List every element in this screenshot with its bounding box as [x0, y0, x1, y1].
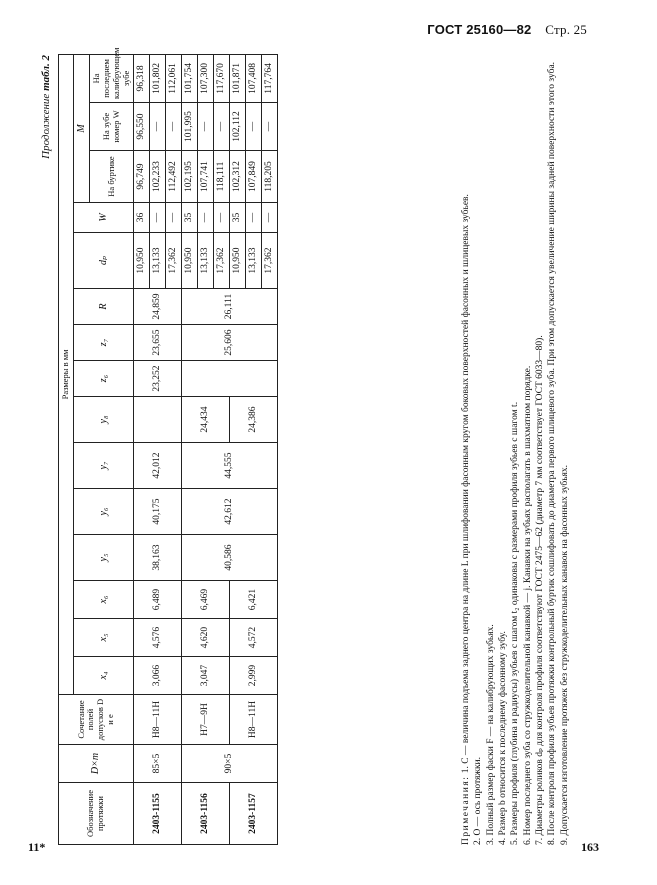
- w-cell: 35: [182, 203, 198, 233]
- dp-cell: 13,133: [198, 233, 214, 289]
- standard-title: ГОСТ 25160—82: [427, 22, 532, 37]
- dp-cell: 10,950: [182, 233, 198, 289]
- dimensions-table: [58, 47, 278, 845]
- ml-cell: 117,764: [261, 54, 277, 102]
- w-cell: —: [150, 203, 166, 233]
- dp-cell: 10,950: [229, 233, 245, 289]
- col-y6: y₆: [73, 489, 134, 535]
- dp-cell: 17,362: [213, 233, 229, 289]
- note-item: 6. Номер последнего зуба со стружкоделительной канавкой — j. Канавки на зубьях располагать в шахматном порядке.: [522, 365, 533, 845]
- col-y8: y₈: [73, 397, 134, 443]
- x5-cell: 4,576: [134, 619, 182, 657]
- mt-cell: —: [245, 103, 261, 151]
- col-w: W: [73, 203, 134, 233]
- mb-cell: 118,111: [213, 151, 229, 203]
- note-item: 4. Размер b относится к последнему фасонному зубу.: [498, 631, 509, 845]
- mb-cell: 118,205: [261, 151, 277, 203]
- footer-left: 11*: [28, 840, 46, 854]
- note-item: 9. Допускается изготовление протяжек без стружкоделительных канавок на фасонных зубьях.: [559, 464, 570, 845]
- mb-cell: 96,749: [134, 151, 150, 203]
- x4-cell: 3,047: [182, 657, 230, 695]
- z6-cell: [182, 361, 278, 397]
- col-m-bead: На буртике: [90, 151, 134, 203]
- mt-cell: —: [213, 103, 229, 151]
- z6-cell: 23,252: [134, 361, 182, 397]
- page-number: 163: [581, 840, 599, 854]
- dp-cell: 13,133: [245, 233, 261, 289]
- x5-cell: 4,572: [229, 619, 277, 657]
- mt-cell: —: [261, 103, 277, 151]
- note-item: 1. C — величина подъема заднего центра на длине L при шлифовании фасонным кругом боковых поверхностей фасонных и шлицевых зубьев.: [461, 194, 471, 774]
- notes-label: Примечания:: [461, 775, 471, 845]
- fit-cell: H8—11H: [134, 695, 182, 745]
- y6-cell: 40,175: [134, 489, 182, 535]
- x4-cell: 2,999: [229, 657, 277, 695]
- mt-cell: —: [166, 103, 182, 151]
- ml-cell: 107,300: [198, 54, 214, 102]
- mb-cell: 102,195: [182, 151, 198, 203]
- ml-cell: 101,754: [182, 54, 198, 102]
- y7-cell: 42,012: [134, 443, 182, 489]
- x4-cell: 3,066: [134, 657, 182, 695]
- ml-cell: 107,408: [245, 54, 261, 102]
- x5-cell: 4,620: [182, 619, 230, 657]
- col-x6: x₆: [73, 581, 134, 619]
- note-item: 2. O — ось протяжки.: [473, 756, 484, 845]
- w-cell: —: [198, 203, 214, 233]
- note-item: 5. Размеры профиля (глубина и радиусы) зубьев с шагом t₂ одинаковы с размерами профиля зубьев с шагом t.: [510, 401, 521, 845]
- mb-cell: 107,741: [198, 151, 214, 203]
- fit-cell: H7—9H: [182, 695, 230, 745]
- ml-cell: 117,670: [213, 54, 229, 102]
- ml-cell: 112,061: [166, 54, 182, 102]
- col-y5: y₅: [73, 535, 134, 581]
- notes-block: [460, 55, 571, 845]
- col-y7: y₇: [73, 443, 134, 489]
- dp-cell: 17,362: [261, 233, 277, 289]
- z7-cell: 25,606: [182, 325, 278, 361]
- col-r: R: [73, 289, 134, 325]
- col-dp: dₚ: [73, 233, 134, 289]
- table-row: [134, 54, 150, 844]
- y8-cell: 24,434: [182, 397, 230, 443]
- sizes-caption: Размеры в мм: [59, 54, 74, 694]
- rotated-table-block: [40, 47, 625, 845]
- col-dxm: D×m: [59, 745, 134, 783]
- y7-cell: 44,555: [182, 443, 278, 489]
- y6-cell: 42,612: [182, 489, 278, 535]
- col-x4: x₄: [73, 657, 134, 695]
- dxm-cell: 90×5: [182, 745, 278, 783]
- col-fit: Сочетание полей допусков D и e: [59, 695, 134, 745]
- col-z7: z₇: [73, 325, 134, 361]
- mb-cell: 112,492: [166, 151, 182, 203]
- col-m-tooth: На зубе номер W: [90, 103, 134, 151]
- x6-cell: 6,469: [182, 581, 230, 619]
- dp-cell: 17,362: [166, 233, 182, 289]
- mb-cell: 102,312: [229, 151, 245, 203]
- page-header: [427, 22, 587, 38]
- w-cell: 35: [229, 203, 245, 233]
- note-item: 8. После контроля профиля зубьев протяжки контрольный буртик сошлифовать до диаметра первого шлицевого зуба. При этом допускается увеличение ширины задней поверхности этого зуба.: [547, 61, 558, 845]
- designation-cell: 2403-1156: [182, 783, 230, 845]
- x6-cell: 6,421: [229, 581, 277, 619]
- fit-cell: H8—11H: [229, 695, 277, 745]
- mt-cell: 101,995: [182, 103, 198, 151]
- table-row: [182, 54, 198, 844]
- ml-cell: 96,318: [134, 54, 150, 102]
- mb-cell: 102,233: [150, 151, 166, 203]
- dp-cell: 10,950: [134, 233, 150, 289]
- y8-cell: 24,386: [229, 397, 277, 443]
- designation-cell: 2403-1155: [134, 783, 182, 845]
- table-ref: табл. 2: [40, 55, 52, 91]
- z7-cell: 23,655: [134, 325, 182, 361]
- col-z6: z₆: [73, 361, 134, 397]
- x6-cell: 6,489: [134, 581, 182, 619]
- dp-cell: 13,133: [150, 233, 166, 289]
- mt-cell: 96,550: [134, 103, 150, 151]
- ml-cell: 101,871: [229, 54, 245, 102]
- col-m: M: [73, 54, 90, 202]
- designation-cell: 2403-1157: [229, 783, 277, 845]
- mt-cell: —: [150, 103, 166, 151]
- y8-cell: [134, 397, 182, 443]
- w-cell: —: [213, 203, 229, 233]
- y5-cell: 40,586: [182, 535, 278, 581]
- ml-cell: 101,802: [150, 54, 166, 102]
- continuation-label: [40, 55, 52, 159]
- r-cell: 26,111: [182, 289, 278, 325]
- w-cell: —: [245, 203, 261, 233]
- r-cell: 24,859: [134, 289, 182, 325]
- dxm-cell: 85×5: [134, 745, 182, 783]
- col-x5: x₅: [73, 619, 134, 657]
- w-cell: —: [261, 203, 277, 233]
- page-label: Стр. 25: [545, 22, 587, 37]
- w-cell: 36: [134, 203, 150, 233]
- mt-cell: —: [198, 103, 214, 151]
- note-item: 7. Диаметры роликов dₚ для контроля профиля соответствуют ГОСТ 2475—62 (диаметр 7 мм соответствует ГОСТ 6033—80).: [535, 335, 546, 845]
- col-m-last: На последнем калибрующем зубе: [90, 54, 134, 102]
- continuation-prefix: Продолжение: [40, 93, 52, 159]
- mt-cell: 102,112: [229, 103, 245, 151]
- w-cell: —: [166, 203, 182, 233]
- y5-cell: 38,163: [134, 535, 182, 581]
- col-designation: Обозначение протяжки: [59, 783, 134, 845]
- mb-cell: 107,849: [245, 151, 261, 203]
- note-item: 3. Полный размер фаски F — на калибрующих зубьях.: [485, 624, 496, 845]
